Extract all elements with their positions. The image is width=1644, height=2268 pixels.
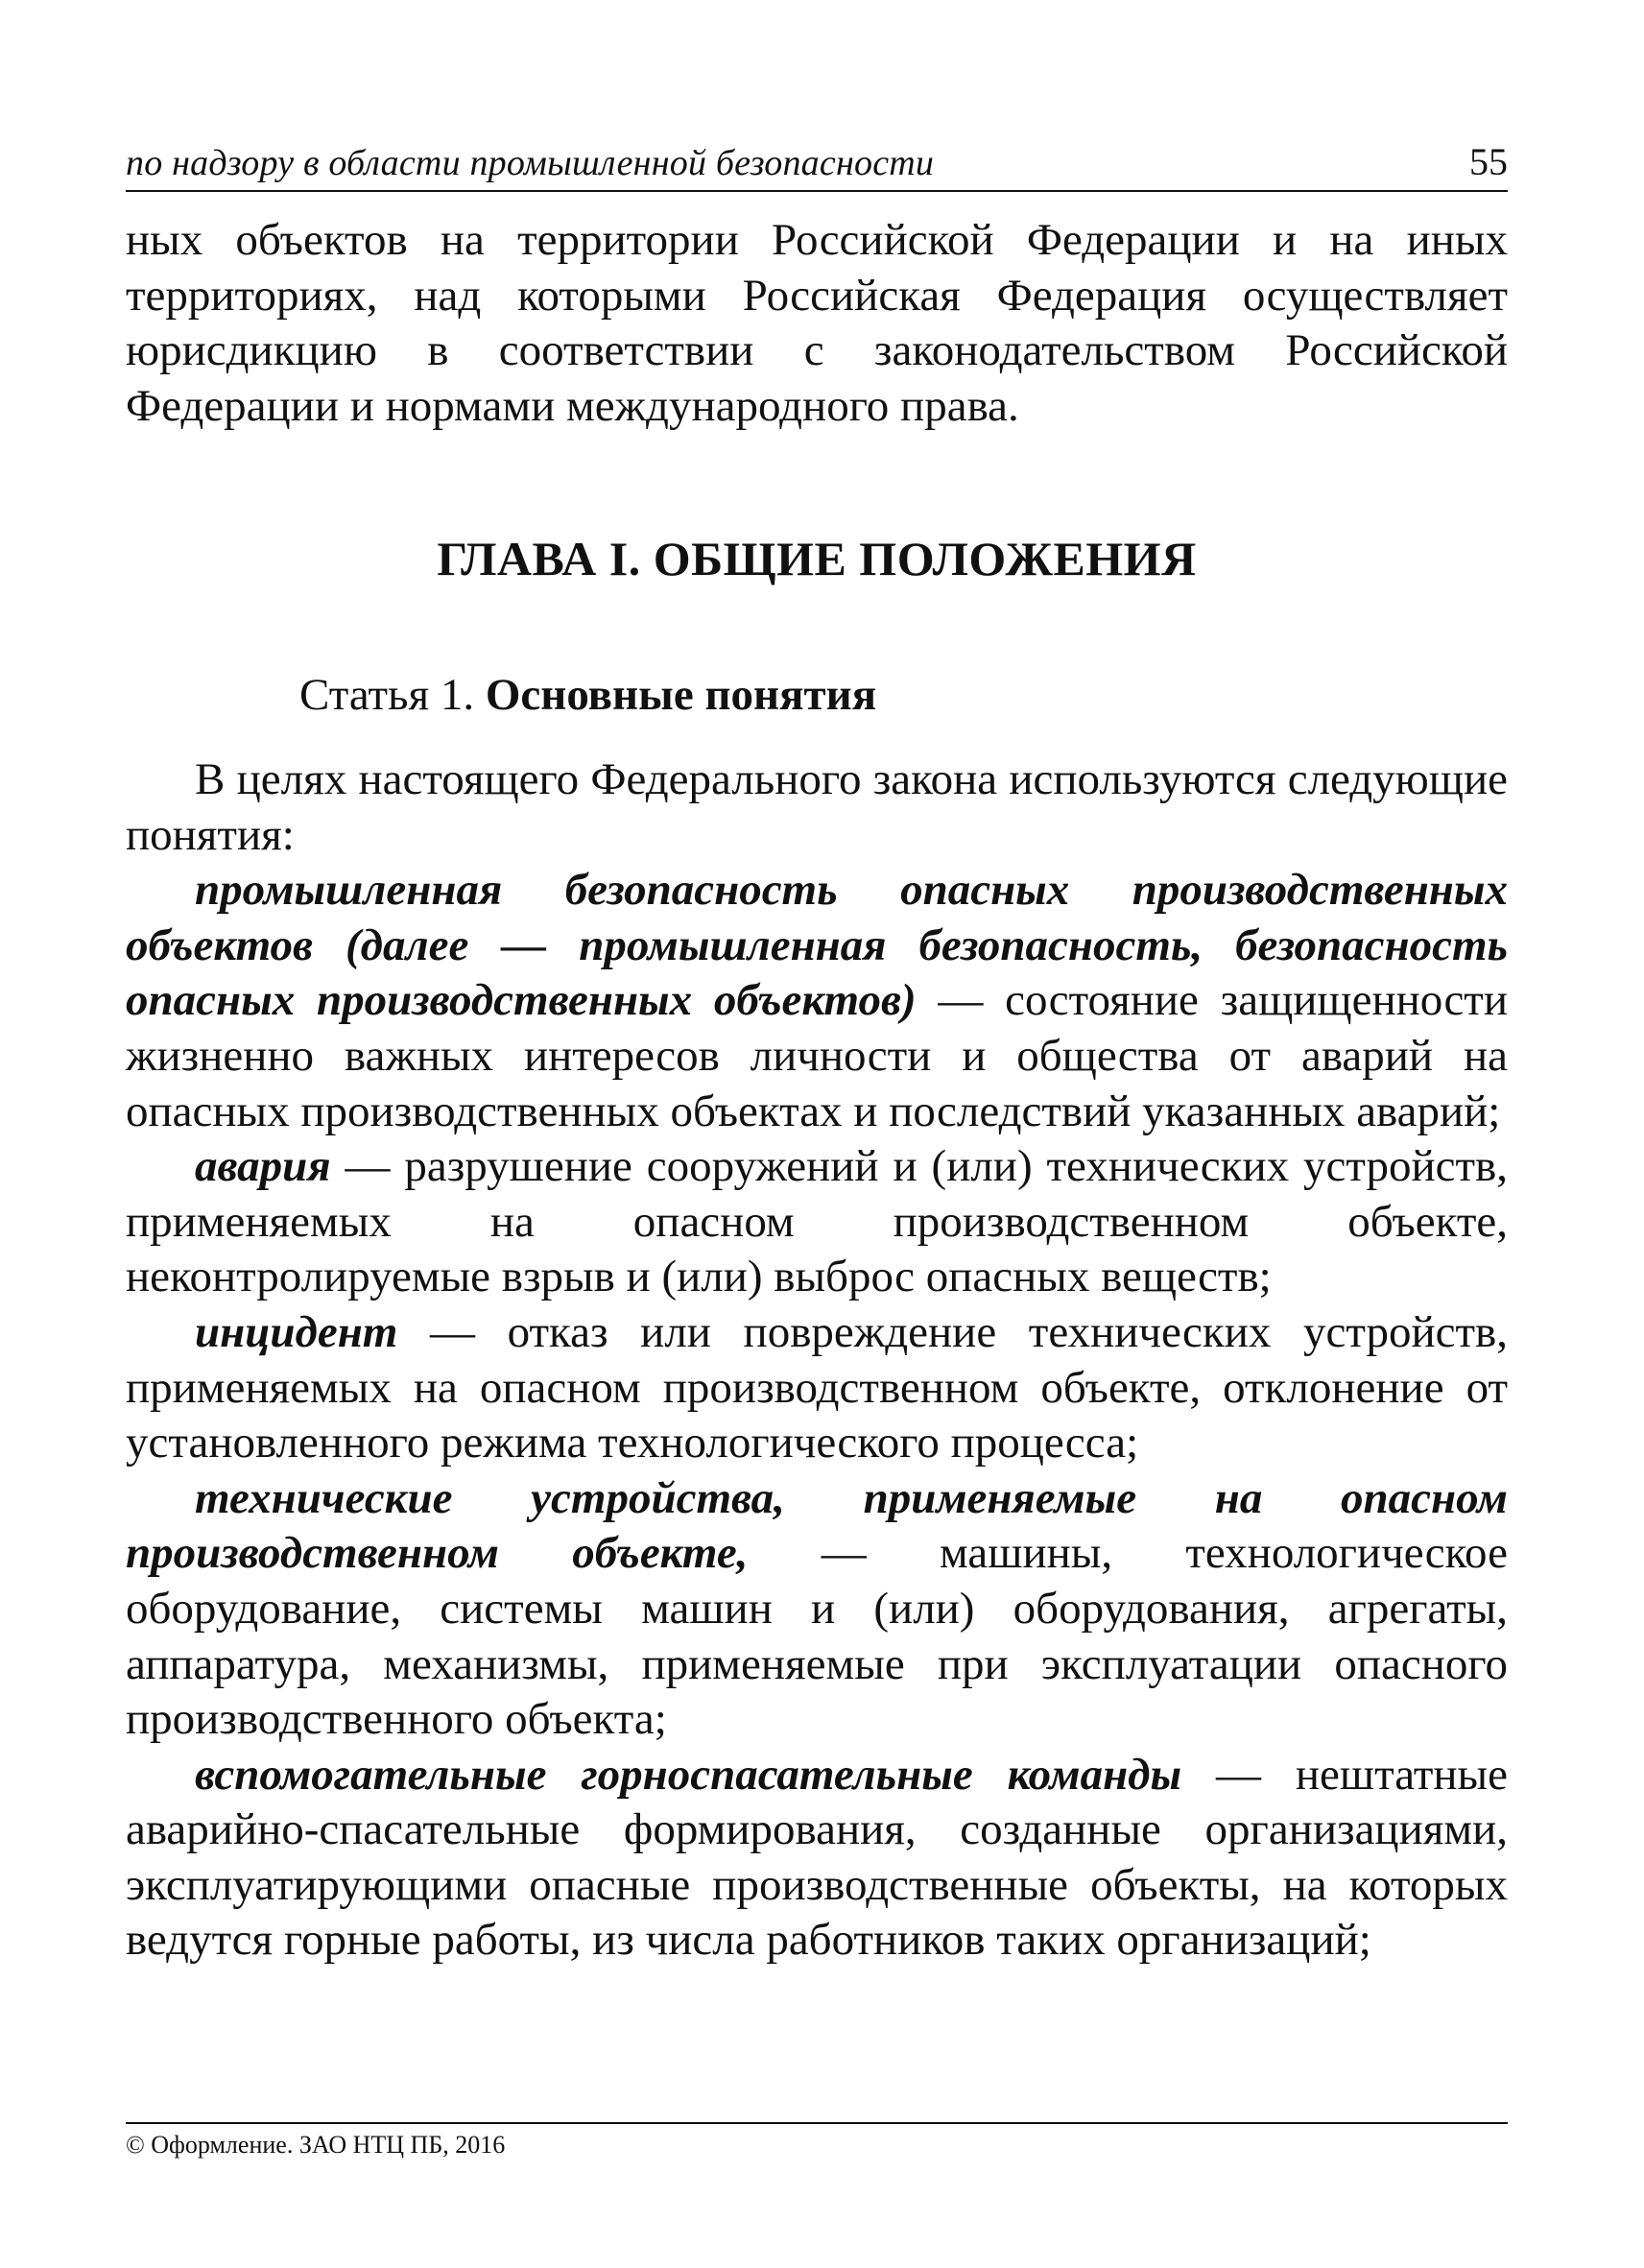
definition-text: — отказ или повреждение технических устройств, применяемых на опасном производственном объекте, отклонение от установленного режима технологического процесса; bbox=[126, 1306, 1508, 1468]
definition-text: — состояние защищенности жизненно важных интересов личности и общества от аварий на опасных производственных объектах и последствий указанных аварий; bbox=[126, 975, 1508, 1136]
definition-item bbox=[126, 1471, 1508, 1748]
running-title: по надзору в области промышленной безопасности bbox=[126, 143, 935, 183]
definition-item bbox=[126, 863, 1508, 1139]
definition-term: инцидент bbox=[195, 1306, 398, 1357]
definition-item bbox=[126, 1305, 1508, 1471]
intro-block bbox=[126, 213, 1508, 434]
footer-divider bbox=[126, 2122, 1508, 2124]
footer-copyright: © Оформление. ЗАО НТЦ ПБ, 2016 bbox=[126, 2131, 506, 2159]
article-heading bbox=[299, 669, 876, 721]
intro-paragraph: ных объектов на территории Российской Федерации и на иных территориях, над которыми Российская Федерация осуществляет юрисдикцию в соответствии с законодательством Российской Федерации и нормами международного права. bbox=[126, 215, 1508, 431]
definition-term: вспомогательные горноспасательные команды bbox=[195, 1749, 1182, 1800]
definitions-block bbox=[126, 752, 1508, 1969]
definition-text: — нештатные аварийно-спасательные формирования, созданные организациями, эксплуатирующими опасные производственные объекты, на которых ведутся горные работы, из числа работников таких организаций; bbox=[126, 1749, 1508, 1966]
definition-item bbox=[126, 1748, 1508, 1969]
definition-term: промышленная безопасность опасных производственных объектов (далее — промышленная безопасность, безопасность опасных производственных объектов) bbox=[126, 865, 1508, 1026]
definition-text: — машины, технологическое оборудование, системы машин и (или) оборудования, агрегаты, аппаратура, механизмы, применяемые при эксплуатации опасного производственного объекта; bbox=[126, 1528, 1508, 1745]
page-number: 55 bbox=[1469, 140, 1508, 183]
article-label: Статья 1. bbox=[299, 670, 475, 720]
lead-paragraph: В целях настоящего Федерального закона используются следующие понятия: bbox=[126, 754, 1508, 860]
definition-term: авария bbox=[195, 1141, 331, 1192]
running-header bbox=[126, 140, 1508, 192]
definition-item bbox=[126, 1139, 1508, 1305]
definition-text: — разрушение сооружений и (или) технических устройств, применяемых на опасном производственном объекте, неконтролируемые взрыв и (или) выброс опасных веществ; bbox=[126, 1141, 1508, 1302]
definition-term: технические устройства, применяемые на опасном производственном объекте, bbox=[126, 1472, 1508, 1579]
chapter-title: ГЛАВА I. ОБЩИЕ ПОЛОЖЕНИЯ bbox=[437, 532, 1197, 585]
article-title: Основные понятия bbox=[485, 670, 877, 720]
